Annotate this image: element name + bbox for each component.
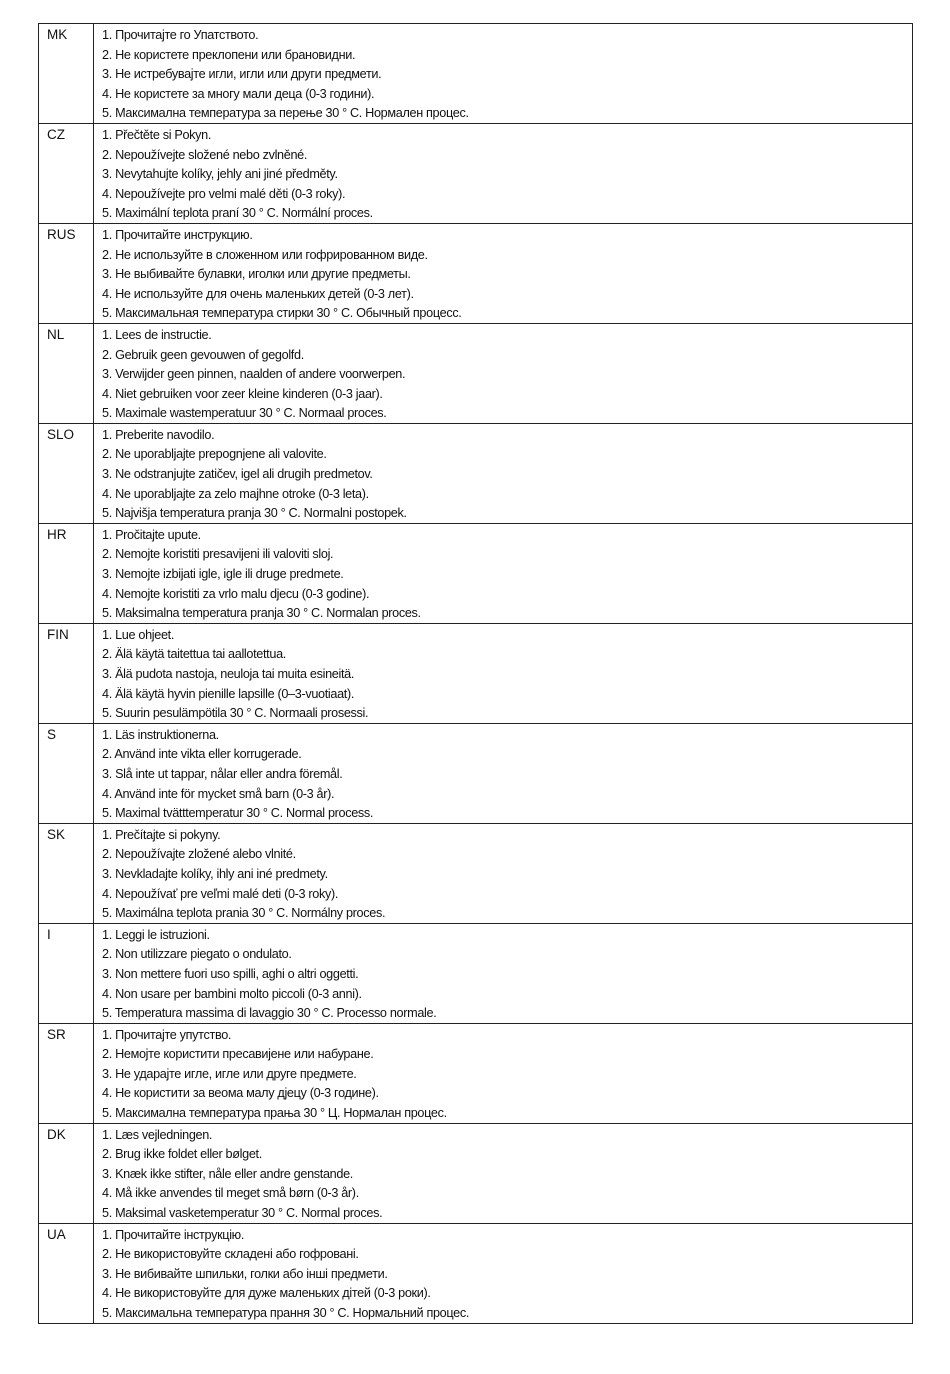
table-row [39, 1223, 913, 1323]
table-row [39, 123, 913, 223]
instruction-cell [94, 923, 913, 1023]
language-code: FIN [39, 623, 94, 723]
instruction-line: 4. Не используйте для очень маленьких детей (0-3 лет). [102, 285, 414, 301]
instruction-line: 2. Не используйте в сложенном или гофрированном виде. [102, 246, 428, 262]
instruction-line: 1. Прочитайте инструкцию. [102, 226, 253, 242]
instruction-line: 1. Прочитајте упутство. [102, 1026, 232, 1042]
table-row [39, 1023, 913, 1123]
instruction-line: 5. Maximálna teplota prania 30 ° C. Normálny proces. [102, 905, 386, 921]
language-code: DK [39, 1123, 94, 1223]
instruction-cell [94, 623, 913, 723]
instruction-line: 1. Прочитајте го Упатството. [102, 27, 259, 42]
instruction-line: 1. Leggi le istruzioni. [102, 926, 210, 942]
instruction-line: 4. Ne uporabljajte za zelo majhne otroke (0-3 leta). [102, 485, 369, 501]
table-row [39, 323, 913, 423]
table-row [39, 1123, 913, 1223]
instruction-line: 3. Не ударајте игле, игле или друге предмете. [102, 1065, 357, 1081]
instruction-line: 1. Прочитайте інструкцію. [102, 1226, 245, 1242]
instruction-line: 3. Nemojte izbijati igle, igle ili druge predmete. [102, 566, 344, 582]
instruction-line: 5. Maksimalna temperatura pranja 30 ° C. Normalan proces. [102, 605, 421, 621]
instruction-line: 3. Knæk ikke stifter, nåle eller andre genstande. [102, 1165, 353, 1181]
language-code: HR [39, 523, 94, 623]
instruction-line: 2. Använd inte vikta eller korrugerade. [102, 746, 302, 762]
instruction-cell [94, 523, 913, 623]
instruction-line: 4. Не користете за многу мали деца (0-3 години). [102, 85, 375, 101]
instruction-line: 3. Не истребувајте игли, игли или други предмети. [102, 66, 382, 82]
table-row [39, 223, 913, 323]
instruction-line: 3. Не выбивайте булавки, иголки или другие предметы. [102, 266, 411, 282]
instruction-line: 5. Максимальная температура стирки 30 ° С. Обычный процесс. [102, 305, 462, 321]
table-row [39, 523, 913, 623]
instruction-line: 1. Preberite navodilo. [102, 426, 215, 442]
instruction-line: 4. Niet gebruiken voor zeer kleine kinderen (0-3 jaar). [102, 385, 383, 401]
instruction-cell [94, 1223, 913, 1323]
table-row [39, 723, 913, 823]
instruction-line: 2. Ne uporabljajte prepognjene ali valovite. [102, 446, 327, 462]
instruction-line: 4. Не користити за веома малу дјецу (0-3 године). [102, 1085, 379, 1101]
instruction-line: 2. Не користете преклопени или брановидни. [102, 46, 356, 62]
instruction-cell [94, 123, 913, 223]
table-row [39, 823, 913, 923]
instructions-table-body [39, 24, 913, 1324]
instruction-line: 4. Nemojte koristiti za vrlo malu djecu (0-3 godine). [102, 585, 370, 601]
instruction-line: 5. Maksimal vasketemperatur 30 ° C. Normal proces. [102, 1205, 383, 1221]
instruction-line: 2. Brug ikke foldet eller bølget. [102, 1146, 262, 1162]
instruction-line: 2. Non utilizzare piegato o ondulato. [102, 946, 292, 962]
instruction-line: 2. Gebruik geen gevouwen of gegolfd. [102, 346, 304, 362]
instruction-line: 4. Använd inte för mycket små barn (0-3 år). [102, 785, 335, 801]
instruction-line: 1. Lue ohjeet. [102, 626, 175, 642]
instruction-line: 5. Suurin pesulämpötila 30 ° C. Normaali prosessi. [102, 705, 369, 721]
table-row [39, 623, 913, 723]
language-code: SK [39, 823, 94, 923]
instruction-line: 2. Немојте користити пресавијене или набуране. [102, 1046, 374, 1062]
language-code: NL [39, 323, 94, 423]
instruction-line: 3. Älä pudota nastoja, neuloja tai muita esineitä. [102, 666, 355, 681]
language-code: RUS [39, 223, 94, 323]
instruction-line: 3. Verwijder geen pinnen, naalden of andere voorwerpen. [102, 366, 406, 382]
instruction-cell [94, 223, 913, 323]
instruction-line: 1. Læs vejledningen. [102, 1126, 213, 1142]
table-row [39, 423, 913, 523]
instruction-line: 5. Максимална температура прања 30 ° Ц. Нормалан процес. [102, 1105, 447, 1121]
table-row [39, 923, 913, 1023]
language-code: SR [39, 1023, 94, 1123]
instruction-line: 5. Maximální teplota praní 30 ° C. Normální proces. [102, 205, 373, 221]
instruction-line: 3. Non mettere fuori uso spilli, aghi o altri oggetti. [102, 965, 359, 981]
instruction-cell [94, 24, 913, 124]
language-code: UA [39, 1223, 94, 1323]
instruction-line: 5. Максимальна температура прання 30 ° С. Нормальний процес. [102, 1305, 470, 1320]
instruction-cell [94, 1023, 913, 1123]
instruction-line: 3. Nevytahujte kolíky, jehly ani jiné předměty. [102, 166, 338, 182]
instruction-cell [94, 823, 913, 923]
instruction-line: 4. Må ikke anvendes til meget små børn (0-3 år). [102, 1185, 359, 1201]
instruction-line: 5. Najvišja temperatura pranja 30 ° C. Normalni postopek. [102, 505, 407, 521]
instruction-line: 3. Ne odstranjujte zatičev, igel ali drugih predmetov. [102, 466, 373, 482]
instruction-line: 4. Non usare per bambini molto piccoli (0-3 anni). [102, 985, 362, 1001]
instruction-line: 4. Älä käytä hyvin pienille lapsille (0–3-vuotiaat). [102, 685, 355, 701]
instruction-line: 4. Не використовуйте для дуже маленьких дітей (0-3 роки). [102, 1285, 431, 1301]
instruction-line: 3. Slå inte ut tappar, nålar eller andra föremål. [102, 765, 343, 781]
instruction-line: 2. Nepoužívajte zložené alebo vlnité. [102, 846, 296, 862]
instructions-table [38, 23, 913, 1324]
instruction-line: 2. Nepoužívejte složené nebo zvlněné. [102, 146, 308, 162]
instruction-cell [94, 723, 913, 823]
language-code: I [39, 923, 94, 1023]
instruction-line: 1. Läs instruktionerna. [102, 726, 219, 742]
instruction-line: 1. Pročitajte upute. [102, 526, 201, 542]
language-code: MK [39, 24, 94, 124]
instruction-line: 5. Максимална температура за перење 30 ° С. Нормален процес. [102, 105, 469, 121]
instruction-line: 3. Nevkladajte kolíky, ihly ani iné predmety. [102, 865, 328, 881]
instruction-cell [94, 423, 913, 523]
instruction-line: 4. Nepoužívať pre veľmi malé deti (0-3 roky). [102, 885, 339, 901]
instruction-line: 5. Maximale wastemperatuur 30 ° C. Normaal proces. [102, 405, 387, 421]
instruction-line: 2. Nemojte koristiti presavijeni ili valoviti sloj. [102, 546, 334, 562]
instruction-cell [94, 1123, 913, 1223]
instruction-line: 5. Temperatura massima di lavaggio 30 ° C. Processo normale. [102, 1005, 437, 1021]
instruction-line: 1. Přečtěte si Pokyn. [102, 126, 212, 142]
instruction-line: 1. Lees de instructie. [102, 326, 212, 342]
instruction-line: 2. Älä käytä taitettua tai aallotettua. [102, 646, 286, 662]
instruction-line: 2. Не використовуйте складені або гофровані. [102, 1246, 359, 1262]
instruction-line: 5. Maximal tvätttemperatur 30 ° C. Normal process. [102, 805, 374, 821]
instruction-line: 1. Prečítajte si pokyny. [102, 826, 221, 842]
language-code: S [39, 723, 94, 823]
table-row [39, 24, 913, 124]
instruction-cell [94, 323, 913, 423]
language-code: CZ [39, 123, 94, 223]
instruction-line: 4. Nepoužívejte pro velmi malé děti (0-3 roky). [102, 185, 346, 201]
instruction-line: 3. Не вибивайте шпильки, голки або інші предмети. [102, 1265, 388, 1281]
language-code: SLO [39, 423, 94, 523]
